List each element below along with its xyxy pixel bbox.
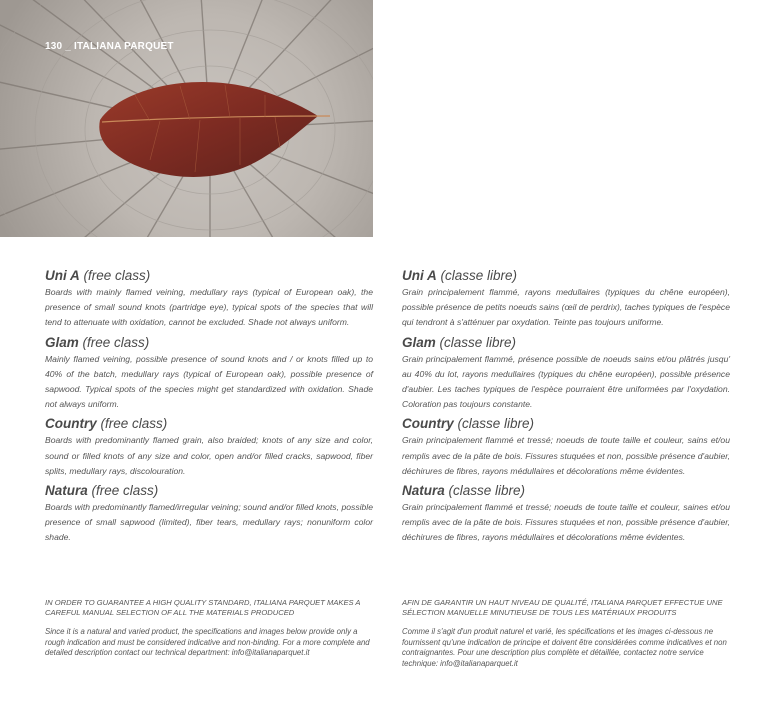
entry-description: Boards with predominantly flamed/irregular veining; sound and/or filled knots, possible presence of small sapwood (limited), fiber tears, medullary rays; nonuniform color shade. — [45, 502, 373, 543]
entry-title: Natura (free class) — [45, 483, 159, 499]
entry-title: Natura (classe libre) — [402, 483, 526, 499]
entry-natura — [402, 481, 730, 546]
entry-uni-a — [402, 266, 730, 331]
leaf-on-wood-photo — [0, 0, 373, 237]
english-descriptions — [45, 266, 373, 548]
entry-title: Glam (free class) — [45, 334, 150, 350]
entry-title: Glam (classe libre) — [402, 334, 517, 350]
entry-title: Country (classe libre) — [402, 416, 535, 432]
entry-natura — [45, 481, 373, 546]
french-notes — [402, 598, 732, 670]
entry-uni-a — [45, 266, 373, 331]
entry-description: Grain principalement flammé, rayons medullaires (typiques du chêne européen), possible présence de petits noeuds sains (œil de perdrix), taches typiques de l'espèce qui tendront à s'atténuer par oxydation. Teinte pas toujours uniforme. — [402, 287, 730, 328]
entry-description: Grain principalement flammé et tressé; noeuds de toute taille et couleur, sains et/ou remplis avec de la pâte de bois. Fissures stuquées et non, possible présence d'aubier, déchirures de fibres, rayons médullaires et décolorations même évidentes. — [402, 435, 730, 476]
entry-title: Country (free class) — [45, 416, 168, 432]
french-descriptions — [402, 266, 730, 548]
entry-country — [402, 414, 730, 479]
entry-country — [45, 414, 373, 479]
english-notes — [45, 598, 375, 659]
entry-glam — [45, 333, 373, 413]
entry-title: Uni A (classe libre) — [402, 268, 518, 283]
quality-notice: IN ORDER TO GUARANTEE A HIGH QUALITY STANDARD, ITALIANA PARQUET MAKES A CAREFUL MANUAL SELECTION OF ALL THE MATERIALS PRODUCED — [45, 598, 361, 617]
page-number-tag: 130 _ ITALIANA PARQUET — [45, 41, 174, 52]
entry-glam — [402, 333, 730, 413]
entry-description: Boards with predominantly flamed grain, also braided; knots of any size and color, sound or filled knots of any size and color, open and/or filled cracks, sapwood, fiber splits, medullary rays, discolouration. — [45, 435, 373, 476]
disclaimer-text: Since it is a natural and varied product, the specifications and images below provide only a rough indication and must be considered indicative and non-binding. For a more complete and detailed description contact our technical department: info@italianaparquet.it — [45, 627, 370, 658]
entry-description: Grain principalement flammé, présence possible de noeuds sains et/ou plâtrés jusqu' au 40% du lot, rayons medullaires (typiques du chêne européen), possible présence d'aubier. Les taches typiques de l'espèce pourraient être uniformées par l'oxydation. Coloration pas toujours constante. — [402, 353, 730, 410]
entry-description: Grain principalement flammé et tressé; noeuds de toute taille et couleur, saines et/ou remplis avec de la pâte de bois. Fissures stuquées et non, possible présence d'aubier, déchirures de fibres, rayons médullaires et décolorations même évidentes. — [402, 502, 730, 543]
entry-description: Mainly flamed veining, possible presence of sound knots and / or knots filled up to 40% of the batch, medullary rays (typical of European oak), possible presence of sapwood. Typical spots of the species might get standardized with oxidation. Shade not always uniform. — [45, 353, 373, 410]
disclaimer-text: Comme il s'agit d'un produit naturel et varié, les spécifications et les images ci-dessous ne fournissent qu'une indication de principe et doivent être considérées comme indicatives et non contraignantes. Pour une description plus complète et détaillée, contactez notre service technique: info@italianaparquet.it — [402, 627, 727, 668]
wood-cross-section-icon — [0, 0, 373, 237]
entry-description: Boards with mainly flamed veining, medullary rays (typical of European oak), the presence of small sound knots (partridge eye), typical spots of the species that will tend to attenuate with oxidation, cannot be excluded. Shade not always uniform. — [45, 287, 373, 328]
entry-title: Uni A (free class) — [45, 268, 151, 283]
quality-notice: AFIN DE GARANTIR UN HAUT NIVEAU DE QUALITÉ, ITALIANA PARQUET EFFECTUE UNE SÉLECTION MANUELLE MINUTIEUSE DE TOUS LES MATÉRIAUX PRODUITS — [402, 598, 723, 617]
